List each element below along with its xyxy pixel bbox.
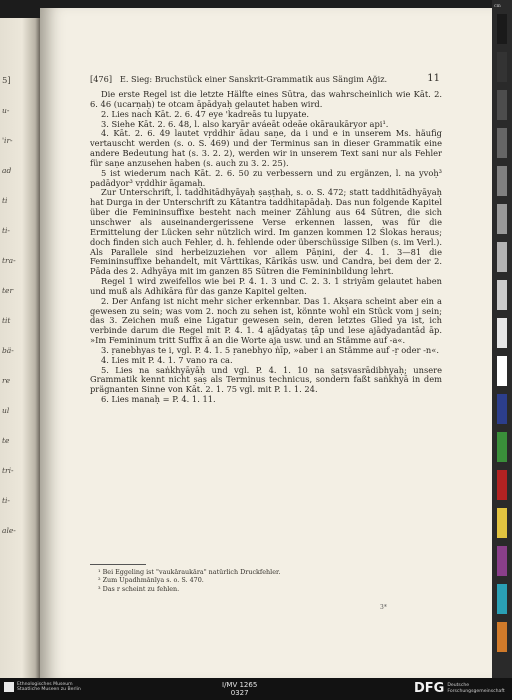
paragraph: 3. Siehe Kāt. 2. 6. 48, l. also karyār aváeāt odeāe okāraukāryor api¹. bbox=[101, 118, 389, 129]
facing-page-fragment: te bbox=[2, 436, 10, 445]
running-header bbox=[90, 74, 440, 84]
color-patch bbox=[497, 14, 507, 44]
facing-page-fragment: re bbox=[2, 376, 11, 385]
color-patch bbox=[497, 128, 507, 158]
museum-logo-line1: Ethnologisches Museum bbox=[17, 682, 73, 687]
dfg-logo-mark: DFG bbox=[414, 681, 445, 696]
facing-page-fragment: ti- bbox=[2, 496, 10, 505]
color-patch bbox=[497, 166, 507, 196]
facing-page-fragment: tri- bbox=[2, 466, 14, 475]
facing-page-fragment: ad bbox=[2, 166, 12, 175]
color-patch bbox=[497, 52, 507, 82]
document-page bbox=[40, 8, 492, 680]
facing-page-fragment: tra- bbox=[2, 256, 16, 265]
paragraph: 5. Lies na saṅkhyāyāḥ und vgl. P. 4. 1. 10 na ṣaṭsvasrādibhyaḥ; unsere Grammatik kennt nicht ṣaṣ als Terminus technicus, sondern faßt saṅkhyā in dem prägnanten Sinne von Kāt. 2. 1. 75 vgl. mit P. 1. 1. 24. bbox=[90, 364, 442, 395]
footnote: ² Zum Upadhmānīya s. o. S. 470. bbox=[98, 576, 204, 585]
body-text bbox=[90, 90, 442, 405]
facing-page-fragment: tit bbox=[2, 316, 11, 325]
color-patch bbox=[497, 584, 507, 614]
facing-page-fragment: ti bbox=[2, 196, 8, 205]
dfg-logo-line2: Forschungsgemeinschaft bbox=[447, 688, 505, 694]
paragraph: Die erste Regel ist die letzte Hälfte eines Sūtra, das wahrscheinlich wie Kāt. 2. 6. 46 (ucarṇaḥ) te otcam āpādyaḥ gelautet haben wird. bbox=[90, 89, 442, 109]
museum-logo bbox=[4, 682, 81, 692]
color-patch bbox=[497, 356, 507, 386]
paragraph: 4. Kāt. 2. 6. 49 lautet vṛddhir ādau saṇe, da i und e in unserem Ms. häufig vertauscht werden (s. o. S. 469) und der Terminus san in dieser Grammatik eine andere Bedeutung hat (s. 3. 2. 2), werden wir in unserem Text sani nur als Fehler für saṇe anzusehen haben (s. auch zu 3. 2. 25). bbox=[90, 128, 442, 168]
color-patch bbox=[497, 90, 507, 120]
footnote-rule bbox=[90, 564, 146, 565]
header-title: E. Sieg: Bruchstück einer Sanskrit-Grammatik aus Sängim Ağiz. bbox=[119, 74, 388, 84]
color-patch bbox=[497, 546, 507, 576]
footnote: ³ Das r scheint zu fehlen. bbox=[98, 584, 180, 593]
paragraph: Zur Unterschrift, l. taddhitādhyāyaḥ ṣaṣṭhaḥ, s. o. S. 472; statt taddhitādhyāyaḥ hat Durga in der Unterschrift zu Kātantra taddhitapādaḥ. Das nun folgende Kapitel über die Femininsuffixe besteht nach meiner Zählung aus 64 Sūtren, die sich unschwer als auseinandergerissene Verse erkennen lassen, was für die Ermittelung der Lücken sehr nützlich wird. Im ganzen kommen 12 Ślokas heraus; doch finden sich auch Fehler, d. h. fehlende oder überschüssige Silben (s. im Verl.). Als Parallele sind herbeizuziehen vor allem Pāṇini, der 4. 1. 3—81 die Femininsuffixe behandelt, mit Vārttikas, Kārikās usw. und Candra, bei dem der 2. Pāda des 2. Adhyāya mit im ganzen 85 Sūtren die Femininbildung lehrt. bbox=[90, 187, 442, 277]
color-patch bbox=[497, 394, 507, 424]
frame-number: 0327 bbox=[230, 689, 249, 697]
color-patch bbox=[497, 280, 507, 310]
facing-page-fragment: ul bbox=[2, 406, 10, 415]
paragraph: 4. Lies mit P. 4. 1. 7 vano ra ca. bbox=[101, 354, 233, 365]
paragraph: Regel 1 wird zweifellos wie bei P. 4. 1. 3 und C. 2. 3. 1 striyām gelautet haben und muß als Adhikāra für das ganze Kapitel gelten. bbox=[90, 276, 442, 296]
paragraph: 2. Lies nach Kāt. 2. 6. 47 eye 'kadreās tu lupyate. bbox=[101, 108, 310, 119]
facing-page-edge bbox=[0, 18, 40, 678]
page-number: 11 bbox=[427, 73, 440, 84]
color-patch bbox=[497, 622, 507, 652]
facing-page-fragment: ter bbox=[2, 286, 14, 295]
scale-unit-label: cm bbox=[494, 4, 501, 9]
inventory-label bbox=[222, 681, 257, 697]
paragraph: 2. Der Anfang ist nicht mehr sicher erkennbar. Das 1. Akṣara scheint aber ein a gewesen zu sein; was vom 2. noch zu sehen ist, könnte wohl ein Stück vom j sein; das 3. Zeichen muß eine Ligatur gewesen sein, deren letztes Glied ya ist, ich verbinde darum die Regel mit P. 4. 1. 4 ajādyataṣ ṭāp und lese ajādyadantād āp. »Im Femininum tritt Suffix ā an die Worte aja usw. und an Stämme auf -a«. bbox=[90, 295, 442, 346]
archive-footer-bar bbox=[0, 678, 512, 700]
color-calibration-strip bbox=[492, 0, 512, 700]
header-bracket-page: [476] bbox=[90, 74, 113, 84]
paragraph: 5 ist wiederum nach Kāt. 2. 6. 50 zu verbessern und zu ergänzen, l. na yvoḥ³ padādyor³ vṛddhir āgamaḥ. bbox=[90, 167, 442, 188]
footnotes bbox=[98, 568, 428, 593]
facing-page-fragment: 'ir- bbox=[2, 136, 13, 145]
dfg-logo bbox=[414, 681, 505, 696]
footnote: ¹ Bei Eggeling ist "vaukāraukāra" natürlich Druckfehler. bbox=[98, 568, 281, 576]
signature-mark: 3* bbox=[380, 604, 387, 611]
paragraph: 6. Lies manaḥ = P. 4. 1. 11. bbox=[101, 394, 216, 405]
facing-page-fragment: bä- bbox=[2, 346, 14, 355]
facing-page-fragment: ale- bbox=[2, 526, 16, 535]
color-patch bbox=[497, 204, 507, 234]
color-patch bbox=[497, 242, 507, 272]
color-patch bbox=[497, 432, 507, 462]
color-patch bbox=[497, 470, 507, 500]
facing-page-fragment: u- bbox=[2, 106, 10, 115]
color-patch bbox=[497, 318, 507, 348]
facing-page-fragment: ti- bbox=[2, 226, 10, 235]
dfg-logo-line1: Deutsche bbox=[447, 683, 470, 689]
museum-logo-line2: Staatliche Museen zu Berlin bbox=[17, 687, 81, 693]
museum-logo-icon bbox=[4, 682, 14, 692]
inventory-number: I/MV 1265 bbox=[222, 681, 258, 689]
paragraph: 3. ṛanebhyas te i, vgl. P. 4. 1. 5 ṛanebhyo ṅīp, »aber i an Stämme auf -ṛ oder -n«. bbox=[101, 344, 439, 355]
facing-page-fragment: 5] bbox=[2, 76, 11, 86]
color-patch bbox=[497, 508, 507, 538]
